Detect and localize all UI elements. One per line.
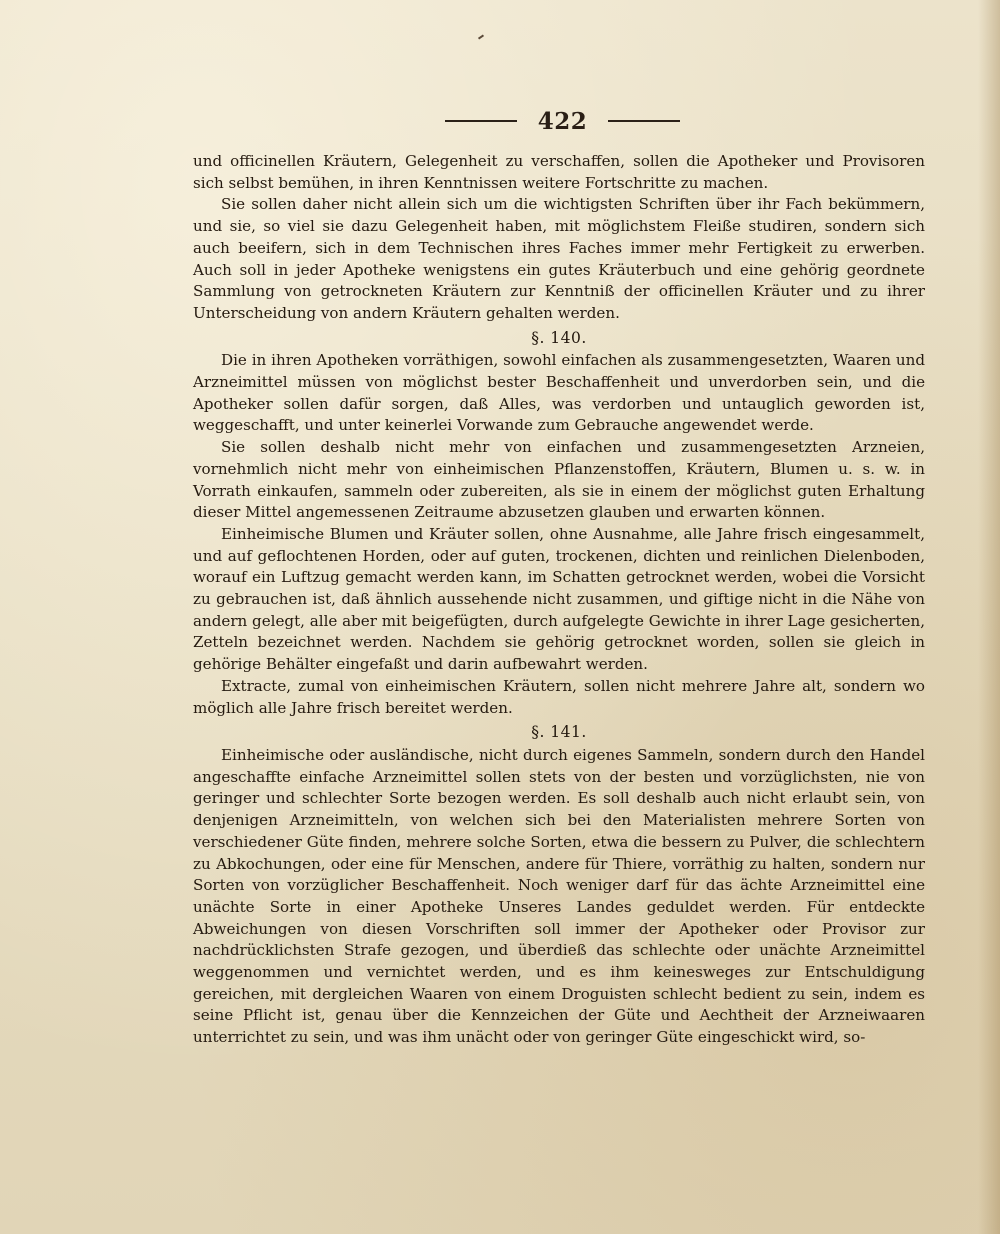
section-heading-140: §. 140.: [531, 328, 587, 347]
paragraph-1: und officinellen Kräutern, Gelegenheit zu verschaffen, sollen die Apotheker und Provisoren sich selbst bemühen, in ihren Kenntnissen weitere Fortschritte zu machen.: [193, 152, 925, 192]
paragraph-2: Sie sollen daher nicht allein sich um die wichtigsten Schriften über ihr Fach bekümmern, und sie, so viel sie dazu Gelegenheit haben, mit möglichstem Fleiße studiren, sondern sich auch beeifern, sich in dem Technischen ihres Faches immer mehr Fertigkeit zu erwerben. Auch soll in jeder Apotheke wenigstens ein gutes Kräuterbuch und eine gehörig geordnete Sammlung von getrockneten Kräutern zur Kenntniß der officinellen Kräuter und zu ihrer Unterscheidung von andern Kräutern gehalten werden.: [193, 195, 925, 322]
section-heading-141: §. 141.: [531, 723, 587, 742]
page-header: [445, 104, 680, 138]
paragraph-6: Extracte, zumal von einheimischen Kräutern, sollen nicht mehrere Jahre alt, sondern wo möglich alle Jahre frisch bereitet werden.: [193, 676, 925, 717]
body-text: [193, 151, 925, 1049]
header-rule-right: [608, 120, 680, 122]
paragraph-4: Sie sollen deshalb nicht mehr von einfachen und zusammengesetzten Arzneien, vornehmlich nicht mehr von einheimischen Pflanzenstoffen, Kräutern, Blumen u. s. w. in Vorrath einkaufen, sammeln oder zubereiten, als sie in einem der möglichst guten Erhaltung dieser Mittel angemessenen Zeitraume abzusetzen glauben und erwarten können.: [193, 438, 925, 522]
page-number: 422: [537, 107, 588, 135]
ink-mark: [478, 34, 484, 39]
paragraph-7: Einheimische oder ausländische, nicht durch eigenes Sammeln, sondern durch den Handel angeschaffte einfache Arzneimittel sollen stets von der besten und vorzüglichsten, nie von geringer und schlechter Sorte bezogen werden. Es soll deshalb auch nicht erlaubt sein, von denjenigen Arzneimitteln, von welchen sich bei den Materialisten mehrere Sorten von verschiedener Güte finden, mehrere solche Sorten, etwa die bessern zu Pulver, die schlechtern zu Abkochungen, oder eine für Menschen, andere für Thiere, vorräthig zu halten, sondern nur Sorten von vorzüglicher Beschaffenheit. Noch weniger darf für das ächte Arzneimittel eine unächte Sorte in einer Apotheke Unseres Landes geduldet werden. Für entdeckte Abweichungen von diesen Vorschriften soll immer der Apotheker oder Provisor zur nachdrücklichsten Strafe gezogen, und überdieß das schlechte oder unächte Arzneimittel weggenommen und vernichtet werden, und es ihm keinesweges zur Entschuldigung gereichen, mit dergleichen Waaren von einem Droguisten schlecht bedient zu sein, indem es seine Pflicht ist, genau über die Kennzeichen der Güte und Aechtheit der Arzneiwaaren unterrichtet zu sein, und was ihm unächt oder von geringer Güte eingeschickt wird, so-: [193, 745, 925, 1047]
header-rule-left: [445, 120, 517, 122]
paragraph-3: Die in ihren Apotheken vorräthigen, sowohl einfachen als zusammengesetzten, Waaren und Arzneimittel müssen von möglichst bester Beschaffenheit und unverdorben sein, und die Apotheker sollen dafür sorgen, daß Alles, was verdorben und untauglich geworden ist, weggeschafft, und unter keinerlei Vorwande zum Gebrauche angewendet werde.: [193, 351, 925, 435]
paragraph-5: Einheimische Blumen und Kräuter sollen, ohne Ausnahme, alle Jahre frisch eingesammelt, und auf geflochtenen Horden, oder auf guten, trockenen, dichten und reinlichen Dielenboden, worauf ein Luftzug gemacht werden kann, im Schatten getrocknet werden, wobei die Vorsicht zu gebrauchen ist, daß ähnlich aussehende nicht zusammen, und giftige nicht in die Nähe von andern gelegt, alle aber mit beigefügten, durch aufgelegte Gewichte in ihrer Lage gesicherten, Zetteln bezeichnet werden. Nachdem sie gehörig getrocknet worden, sollen sie gleich in gehörige Behälter eingefaßt und darin aufbewahrt werden.: [193, 524, 925, 674]
